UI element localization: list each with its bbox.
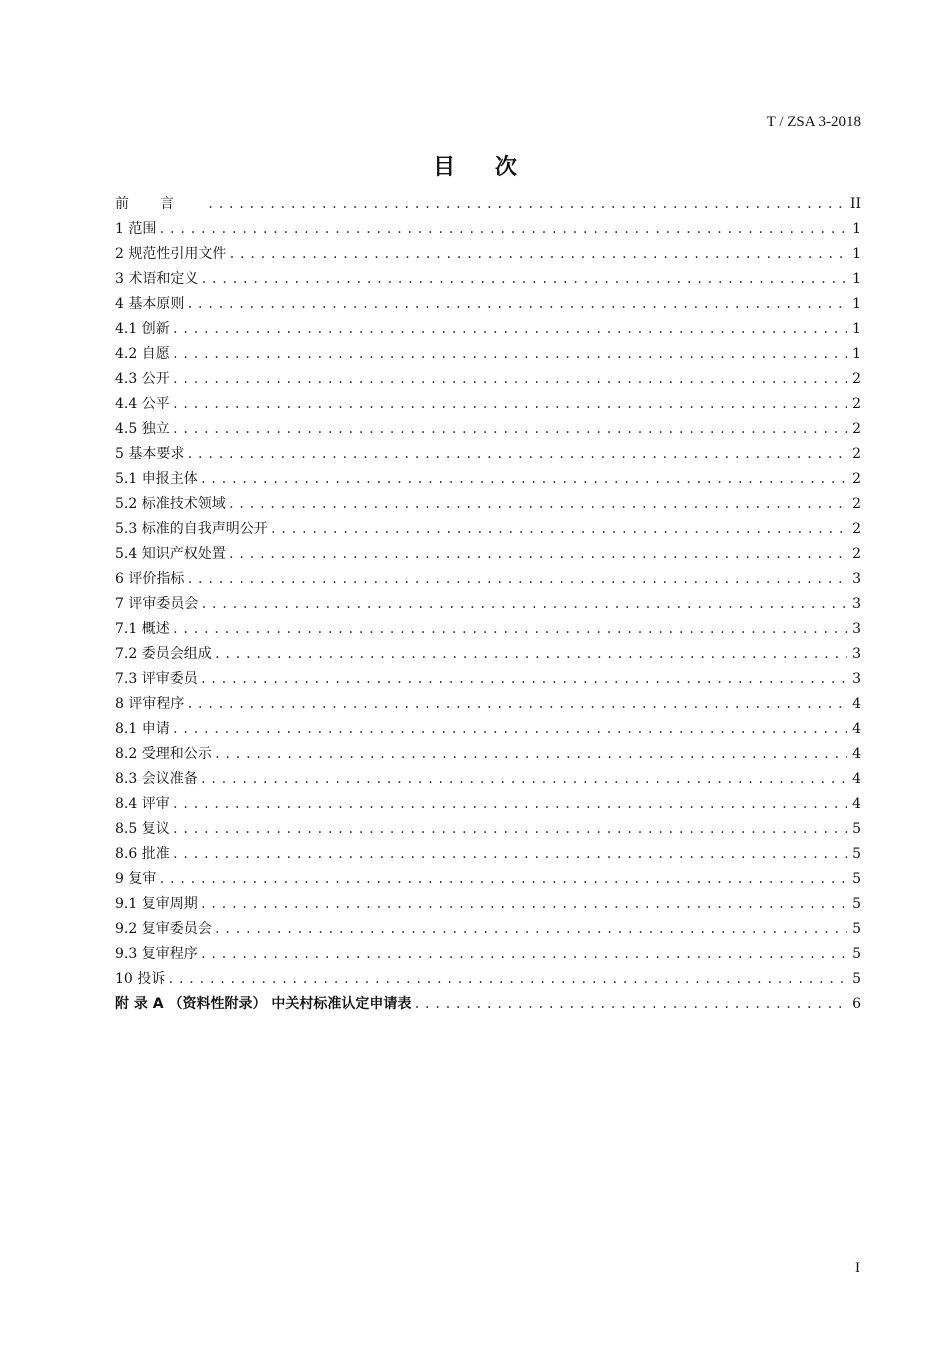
toc-entry[interactable] (115, 792, 861, 817)
toc-entry[interactable] (115, 417, 861, 442)
dot-leader (172, 417, 847, 442)
toc-entry-page: 2 (852, 371, 861, 387)
toc-entry-page: 3 (852, 671, 861, 687)
toc-entry-label: 4.5 独立 (115, 421, 170, 437)
dot-leader (186, 692, 847, 717)
toc-entry[interactable] (115, 367, 861, 392)
toc-entry-page: 1 (852, 346, 861, 362)
dot-leader (158, 217, 847, 242)
toc-entry-label: 7.3 评审委员 (115, 671, 198, 687)
toc-entry-label: 10 投诉 (115, 971, 166, 987)
toc-entry[interactable] (115, 642, 861, 667)
dot-leader (167, 967, 847, 992)
dot-leader (186, 292, 847, 317)
document-code: T / ZSA 3-2018 (766, 114, 861, 130)
toc-entry-label: 5.2 标准技术领域 (115, 496, 226, 512)
dot-leader (200, 767, 847, 792)
toc-entry-page: 5 (852, 846, 861, 862)
toc-entry-label: 5.4 知识产权处置 (115, 546, 226, 562)
toc-entry-page: 3 (852, 646, 861, 662)
toc-entry-label: 8.1 申请 (115, 721, 170, 737)
dot-leader (158, 867, 847, 892)
toc-entry-label: 8 评审程序 (115, 696, 185, 712)
dot-leader (172, 367, 847, 392)
toc-entry[interactable] (115, 692, 861, 717)
toc-entry-page: 5 (852, 871, 861, 887)
toc-entry[interactable] (115, 217, 861, 242)
toc-entry-label: 5 基本要求 (115, 446, 185, 462)
dot-leader (186, 567, 847, 592)
toc-entry-page: 2 (852, 396, 861, 412)
toc-entry[interactable] (115, 767, 861, 792)
toc-entry-page: 1 (852, 246, 861, 262)
dot-leader (207, 192, 846, 217)
dot-leader (214, 742, 847, 767)
page-number: I (855, 1260, 860, 1276)
toc-entry[interactable] (115, 867, 861, 892)
toc-entry-page: 2 (852, 446, 861, 462)
toc-entry-page: 4 (852, 721, 861, 737)
toc-entry[interactable] (115, 292, 861, 317)
toc-entry[interactable] (115, 192, 861, 217)
dot-leader (270, 517, 847, 542)
toc-entry-label: 4.3 公开 (115, 371, 170, 387)
toc-entry[interactable] (115, 342, 861, 367)
toc-entry[interactable] (115, 742, 861, 767)
toc-entry-page: 5 (852, 921, 861, 937)
toc-entry[interactable] (115, 542, 861, 567)
toc-entry-label: 5.3 标准的自我声明公开 (115, 521, 268, 537)
toc-entry[interactable] (115, 617, 861, 642)
toc-entry-label: 9.3 复审程序 (115, 946, 198, 962)
dot-leader (172, 317, 847, 342)
toc-entry-label: 7 评审委员会 (115, 596, 199, 612)
toc-entry-page: 2 (852, 546, 861, 562)
dot-leader (200, 892, 847, 917)
toc-entry-label: 8.5 复议 (115, 821, 170, 837)
toc-entry[interactable] (115, 567, 861, 592)
toc-entry-appendix[interactable] (115, 992, 861, 1017)
toc-entry-page: 4 (852, 696, 861, 712)
toc-entry[interactable] (115, 717, 861, 742)
dot-leader (200, 667, 847, 692)
dot-leader (200, 942, 847, 967)
dot-leader (186, 442, 847, 467)
dot-leader (172, 792, 847, 817)
toc-entry[interactable] (115, 317, 861, 342)
toc-entry-label: 1 范围 (115, 221, 157, 237)
toc-entry-page: 1 (852, 221, 861, 237)
toc-entry-label: 8.3 会议准备 (115, 771, 198, 787)
dot-leader (172, 817, 847, 842)
toc-entry-label: 3 术语和定义 (115, 271, 199, 287)
toc-entry-page: 5 (852, 821, 861, 837)
toc-entry-label: 4.4 公平 (115, 396, 170, 412)
toc-entry-page: 1 (852, 296, 861, 312)
toc-entry-page: 5 (852, 946, 861, 962)
toc-entry-label: 7.1 概述 (115, 621, 170, 637)
toc-entry[interactable] (115, 817, 861, 842)
toc-entry-page: 4 (852, 796, 861, 812)
toc-entry-label: 4.2 自愿 (115, 346, 170, 362)
dot-leader (214, 917, 847, 942)
toc-entry[interactable] (115, 892, 861, 917)
toc-entry-label: 5.1 申报主体 (115, 471, 198, 487)
toc-entry-label: 9.1 复审周期 (115, 896, 198, 912)
toc-entry-label: 附 录 A （资料性附录） 中关村标准认定申请表 (115, 996, 412, 1012)
toc-entry-page: 3 (852, 621, 861, 637)
toc-entry-page: 5 (852, 971, 861, 987)
toc-entry[interactable] (115, 917, 861, 942)
toc-entry-label: 2 规范性引用文件 (115, 246, 227, 262)
toc-entry[interactable] (115, 392, 861, 417)
dot-leader (228, 492, 847, 517)
toc-entry-page: 3 (852, 571, 861, 587)
toc-entry-page: 5 (852, 896, 861, 912)
dot-leader (214, 642, 847, 667)
toc-entry-label: 4 基本原则 (115, 296, 185, 312)
toc-entry[interactable] (115, 492, 861, 517)
toc-entry-label: 8.4 评审 (115, 796, 170, 812)
toc-entry-label: 7.2 委员会组成 (115, 646, 212, 662)
toc-entry-page: 3 (852, 596, 861, 612)
toc-entry-label: 6 评价指标 (115, 571, 185, 587)
toc-entry-page: 4 (852, 746, 861, 762)
dot-leader (200, 467, 847, 492)
toc-entry[interactable] (115, 517, 861, 542)
dot-leader (172, 617, 847, 642)
dot-leader (228, 542, 847, 567)
toc-entry[interactable] (115, 667, 861, 692)
toc-entry[interactable] (115, 942, 861, 967)
toc-entry[interactable] (115, 267, 861, 292)
dot-leader (228, 242, 847, 267)
page-title: 目 次 (433, 155, 533, 180)
dot-leader (172, 717, 847, 742)
dot-leader (172, 342, 847, 367)
toc-entry-page: 2 (852, 521, 861, 537)
toc-entry-page: 6 (852, 996, 861, 1012)
dot-leader (172, 842, 847, 867)
dot-leader (172, 392, 847, 417)
toc-entry-label: 前言 (115, 196, 205, 212)
toc-entry-page: 1 (852, 271, 861, 287)
toc-entry-label: 9.2 复审委员会 (115, 921, 212, 937)
toc-entry-page: 2 (852, 421, 861, 437)
toc-entry[interactable] (115, 967, 861, 992)
dot-leader (200, 267, 847, 292)
toc-entry[interactable] (115, 842, 861, 867)
dot-leader (413, 992, 847, 1017)
toc-entry-page: 2 (852, 471, 861, 487)
toc-entry-label: 8.6 批准 (115, 846, 170, 862)
toc-entry-page: 2 (852, 496, 861, 512)
toc-entry[interactable] (115, 467, 861, 492)
toc-entry[interactable] (115, 242, 861, 267)
toc-entry-label: 8.2 受理和公示 (115, 746, 212, 762)
toc-entry-label: 9 复审 (115, 871, 157, 887)
toc-entry-page: 4 (852, 771, 861, 787)
toc-entry[interactable] (115, 442, 861, 467)
toc-entry-page: 1 (852, 321, 861, 337)
toc-entry[interactable] (115, 592, 861, 617)
toc-entry-page: II (849, 196, 861, 212)
toc-entry-label: 4.1 创新 (115, 321, 170, 337)
dot-leader (200, 592, 847, 617)
table-of-contents (115, 192, 861, 1017)
